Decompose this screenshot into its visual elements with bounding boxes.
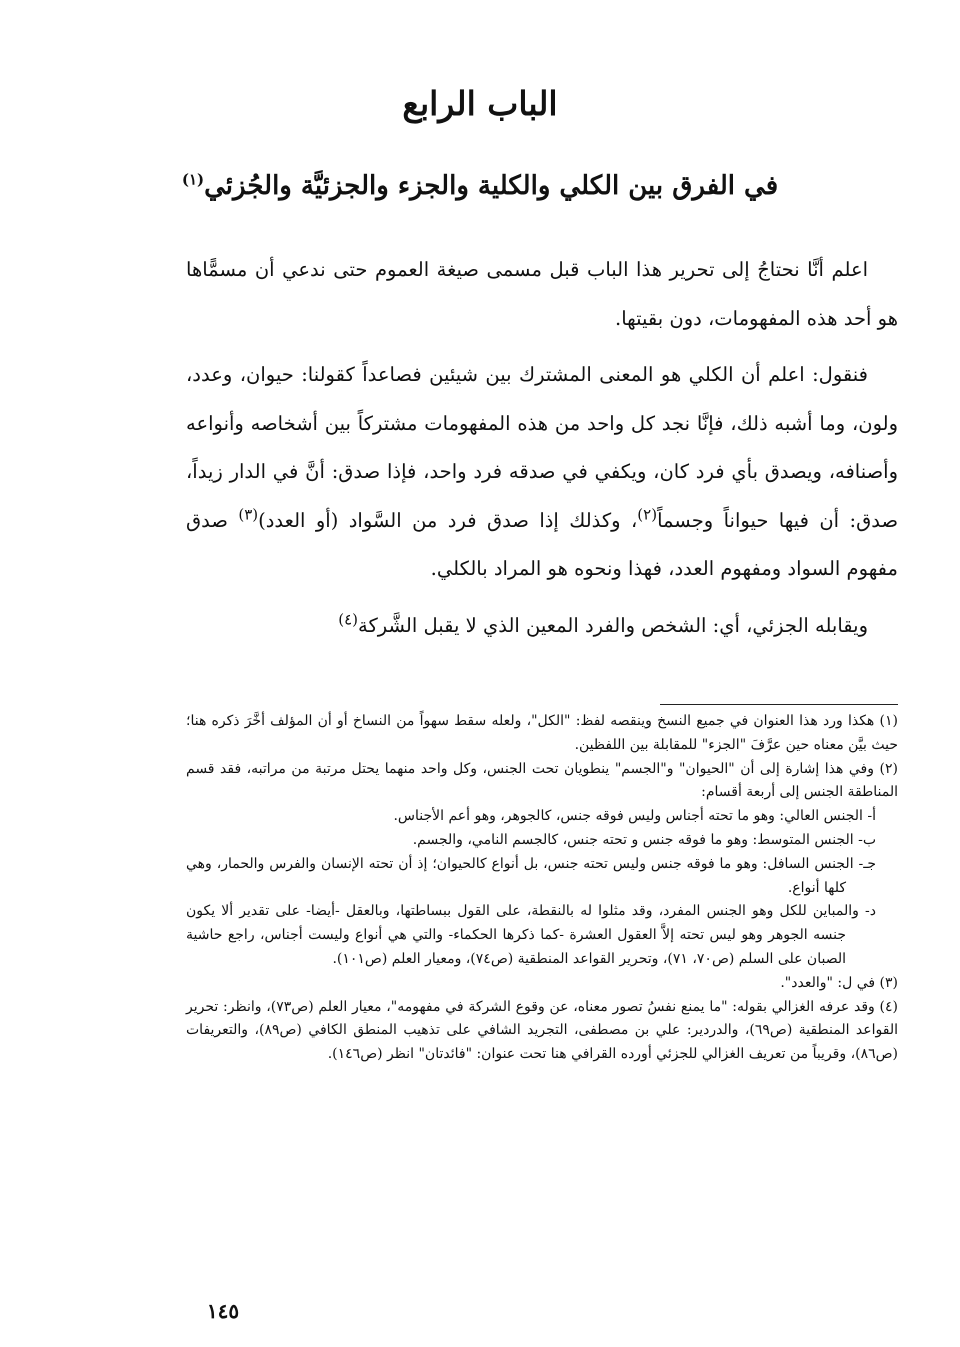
footnote-text: وقد عرفه الغزالي بقوله: "ما يمنع نفسُ تصور معناه، عن وقوع الشركة في مفهومه"، معيار العلم (ص٧٣)، وانظر: تحرير القواعد المنطقية (ص٦٩)، والدردير: علي بن مصطفى، التجريد الشافي على تذهيب المنطق الكافي (ص٨٩)، والتعريفات (ص٨٦)، وقريباً من تعريف الغزالي للجزئي أورده القرافي هنا تحت عنوان: "فائدتان" انظر (ص١٤٦).: [186, 998, 898, 1063]
section-title: [130, 162, 830, 210]
paragraph-juzi-text: ويقابله الجزئي، أي: الشخص والفرد المعين الذي لا يقبل الشَّركة: [358, 613, 868, 637]
footnote-2-item-d: د- والمباين للكل وهو الجنس المفرد، وقد مثلوا له بالنقطة، على القول ببساطتها، وبالعقل -أيضا- على تقدير ألا يكون جنسه الجوهر وهو ليس تحته إلاَّ العقول العشرة -كما ذكرها الحكماء- والتي هي أنواع وليست أجناس، راجع حاشية الصبان على السلم (ص٧٠، ٧١)، وتحرير القواعد المنطقية (ص٧٤)، ومعيار العلم (ص١٠١).: [186, 903, 876, 967]
footnote-ref-1: (١): [181, 170, 205, 189]
footnote-2-item-b: ب- الجنس المتوسط: وهو ما فوقه جنس و تحته جنس، كالجسم النامي، والجسم.: [412, 831, 876, 848]
footnote-2: [186, 758, 898, 806]
paragraph-kulli-text-part-1: فنقول: اعلم أن الكلي هو المعنى المشترك بين شيئين فصاعداً كقولنا: حيوان، وعدد، ولون، وما أشبه ذلك، فإنَّا نجد كل واحد من هذه المفهومات مشتركاً بين أشخاصه وأنواعه وأصنافه، ويصدق بأي فرد كان، ويكفي في صدقه فرد واحد، فإذا صدق: أنَّ في الدار زيداً، صدق: أن فيها حيواناً وجسماً: [186, 363, 899, 532]
footnote-2-item-c: جـ- الجنس السافل: وهو ما فوقه جنس وليس تحته جنس، بل أنواع كالحيوان؛ إذ أن تحته الإنسان والفرس والحمار، وهي كلها أنواع.: [186, 855, 876, 896]
footnote-text: وفي هذا إشارة إلى أن "الحيوان" و"الجسم" ينطويان تحت الجنس، وكل واحد منهما يحتل مرتبة من مراتبه، فقد قسم المناطقة الجنس إلى أربعة أقسام:: [186, 760, 898, 801]
footnote-4: [186, 996, 898, 1067]
footnote-ref-3: (٣): [238, 505, 259, 523]
footnote-2-item-a: أ- الجنس العالي: وهو ما تحته أجناس وليس فوقه جنس، كالجوهر، وهو أعم الأجناس.: [393, 808, 876, 825]
page-number: ١٤٥: [206, 1299, 240, 1323]
footnotes: [186, 710, 898, 1067]
paragraph-juzi: [186, 602, 898, 651]
footnote-2-list: [186, 805, 898, 972]
footnote-1: [186, 710, 898, 758]
footnote-marker: (٣): [879, 974, 898, 991]
footnote-marker: (٢): [879, 760, 899, 777]
footnote-3: [186, 972, 898, 996]
footnote-marker: (١): [879, 713, 898, 729]
paragraph-intro: [186, 246, 898, 343]
footnote-marker: (٤): [879, 998, 898, 1015]
chapter-title: الباب الرابع: [402, 84, 558, 123]
paragraph-kulli-text-part-3: صدق مفهوم السواد ومفهوم العدد، فهذا ونحوه هو المراد بالكلي.: [186, 508, 898, 580]
footnote-ref-2: (٢): [637, 505, 658, 523]
paragraph-intro-text: اعلم أنَّا نحتاجُ إلى تحرير هذا الباب قبل مسمى صيغة العموم حتى ندعي أن مسمًّاها هو أحد هذه المفهومات، دون بقيتها.: [186, 258, 898, 330]
footnote-text: هكذا ورد هذا العنوان في جميع النسخ وينقصه لفظ: "الكل"، ولعله سقط سهواً من النساخ أو أن المؤلف أخَّرَ ذكره هنا؛ حيث بيَّن معناه حين عرَّفَ "الجزء" للمقابلة بين اللفظين.: [186, 713, 898, 753]
footnote-text: في ل: "والعدد".: [780, 974, 876, 991]
paragraph-kulli-text-part-2: ، وكذلك إذا صدق فرد من السَّواد (أو العدد): [258, 508, 638, 532]
footnote-separator: [660, 704, 898, 705]
footnote-ref-4: (٤): [338, 610, 359, 628]
main-text: [186, 246, 898, 658]
paragraph-kulli: [186, 351, 898, 594]
section-title-text: في الفرق بين الكلي والكلية والجزء والجزئيَّة والجُزئي: [204, 171, 779, 201]
